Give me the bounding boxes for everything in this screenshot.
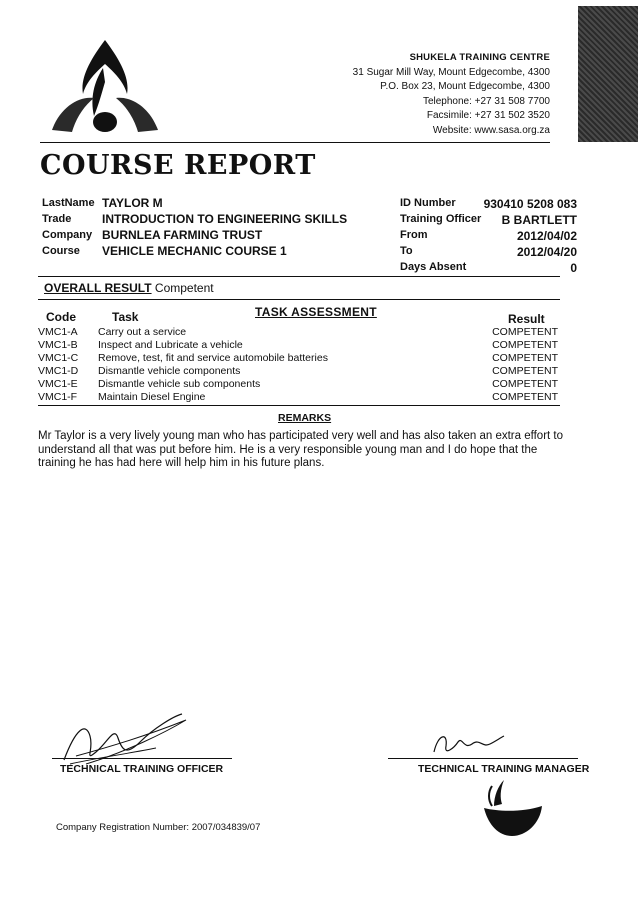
overall-result-label: OVERALL RESULT <box>44 281 152 295</box>
column-header-task: Task <box>112 310 139 324</box>
remarks-heading: REMARKS <box>278 412 332 424</box>
overall-divider <box>38 299 560 300</box>
task-result: COMPETENT <box>492 326 558 338</box>
days-absent-label: Days Absent <box>400 261 467 273</box>
training-officer-value: B BARTLETT <box>501 213 577 227</box>
organisation-logo <box>50 38 160 134</box>
organisation-website: Website: www.sasa.org.za <box>432 124 550 136</box>
table-bottom-divider <box>38 405 560 406</box>
trade-label: Trade <box>42 213 72 225</box>
task-assessment-heading: TASK ASSESSMENT <box>255 305 377 319</box>
organisation-address-block <box>353 51 550 139</box>
task-result: COMPETENT <box>492 391 558 403</box>
task-code: VMC1-A <box>38 326 78 338</box>
organisation-address-street: 31 Sugar Mill Way, Mount Edgecombe, 4300 <box>352 66 550 78</box>
remarks-text: Mr Taylor is a very lively young man who has participated very well and has also taken an extra effort to understand all that was put before him. He is a very responsible young man and I do hope that the training he has had here will help him in his future plans. <box>38 430 564 470</box>
left-signature-label: TECHNICAL TRAINING OFFICER <box>60 763 224 775</box>
course-label: Course <box>42 245 80 257</box>
task-code: VMC1-D <box>38 365 79 377</box>
right-signature-label: TECHNICAL TRAINING MANAGER <box>418 763 590 775</box>
task-name: Inspect and Lubricate a vehicle <box>98 339 243 351</box>
table-row <box>38 378 558 391</box>
training-manager-signature <box>428 728 508 758</box>
days-absent-value: 0 <box>570 261 577 275</box>
organisation-name: SHUKELA TRAINING CENTRE <box>409 52 550 63</box>
header-divider <box>40 142 550 143</box>
task-name: Dismantle vehicle components <box>98 365 241 377</box>
task-result: COMPETENT <box>492 365 558 377</box>
from-date-value: 2012/04/02 <box>516 229 577 243</box>
task-code: VMC1-E <box>38 378 78 390</box>
left-signature-line <box>52 758 232 759</box>
course-value: VEHICLE MECHANIC COURSE 1 <box>102 244 287 258</box>
page-title: COURSE REPORT <box>40 150 316 181</box>
task-name: Dismantle vehicle sub components <box>98 378 261 390</box>
footer-emblem-icon <box>480 778 546 840</box>
task-code: VMC1-B <box>38 339 78 351</box>
organisation-address-postal: P.O. Box 23, Mount Edgecombe, 4300 <box>380 81 550 93</box>
overall-result <box>44 281 214 295</box>
table-row <box>38 339 558 352</box>
id-number-label: ID Number <box>400 197 456 209</box>
task-name: Maintain Diesel Engine <box>98 391 206 403</box>
from-date-label: From <box>400 229 428 241</box>
table-row <box>38 326 558 339</box>
company-registration: Company Registration Number: 2007/034839/07 <box>56 822 261 833</box>
lastname-value: TAYLOR M <box>102 196 163 210</box>
right-signature-line <box>388 758 578 759</box>
to-date-value: 2012/04/20 <box>516 245 577 259</box>
table-row <box>38 365 558 378</box>
task-result: COMPETENT <box>492 378 558 390</box>
table-row <box>38 391 558 404</box>
column-header-result: Result <box>508 312 545 326</box>
organisation-facsimile: Facsimile: +27 31 502 3520 <box>426 110 550 122</box>
id-number-value: 930410 5208 083 <box>483 197 577 211</box>
details-divider <box>38 276 560 277</box>
column-header-code: Code <box>46 310 76 324</box>
training-officer-signature <box>56 708 191 770</box>
table-row <box>38 352 558 365</box>
task-name: Carry out a service <box>98 326 187 338</box>
company-label: Company <box>42 229 93 241</box>
scan-edge-shadow <box>578 6 638 142</box>
trade-value: INTRODUCTION TO ENGINEERING SKILLS <box>102 212 348 226</box>
task-code: VMC1-F <box>38 391 78 403</box>
to-date-label: To <box>400 245 413 257</box>
task-name: Remove, test, fit and service automobile batteries <box>98 352 328 364</box>
company-value: BURNLEA FARMING TRUST <box>102 228 263 242</box>
organisation-telephone: Telephone: +27 31 508 7700 <box>422 95 550 107</box>
lastname-label: LastName <box>42 197 95 209</box>
overall-result-value: Competent <box>154 281 214 295</box>
task-result: COMPETENT <box>492 352 558 364</box>
training-officer-label: Training Officer <box>400 213 482 225</box>
task-code: VMC1-C <box>38 352 79 364</box>
task-result: COMPETENT <box>492 339 558 351</box>
